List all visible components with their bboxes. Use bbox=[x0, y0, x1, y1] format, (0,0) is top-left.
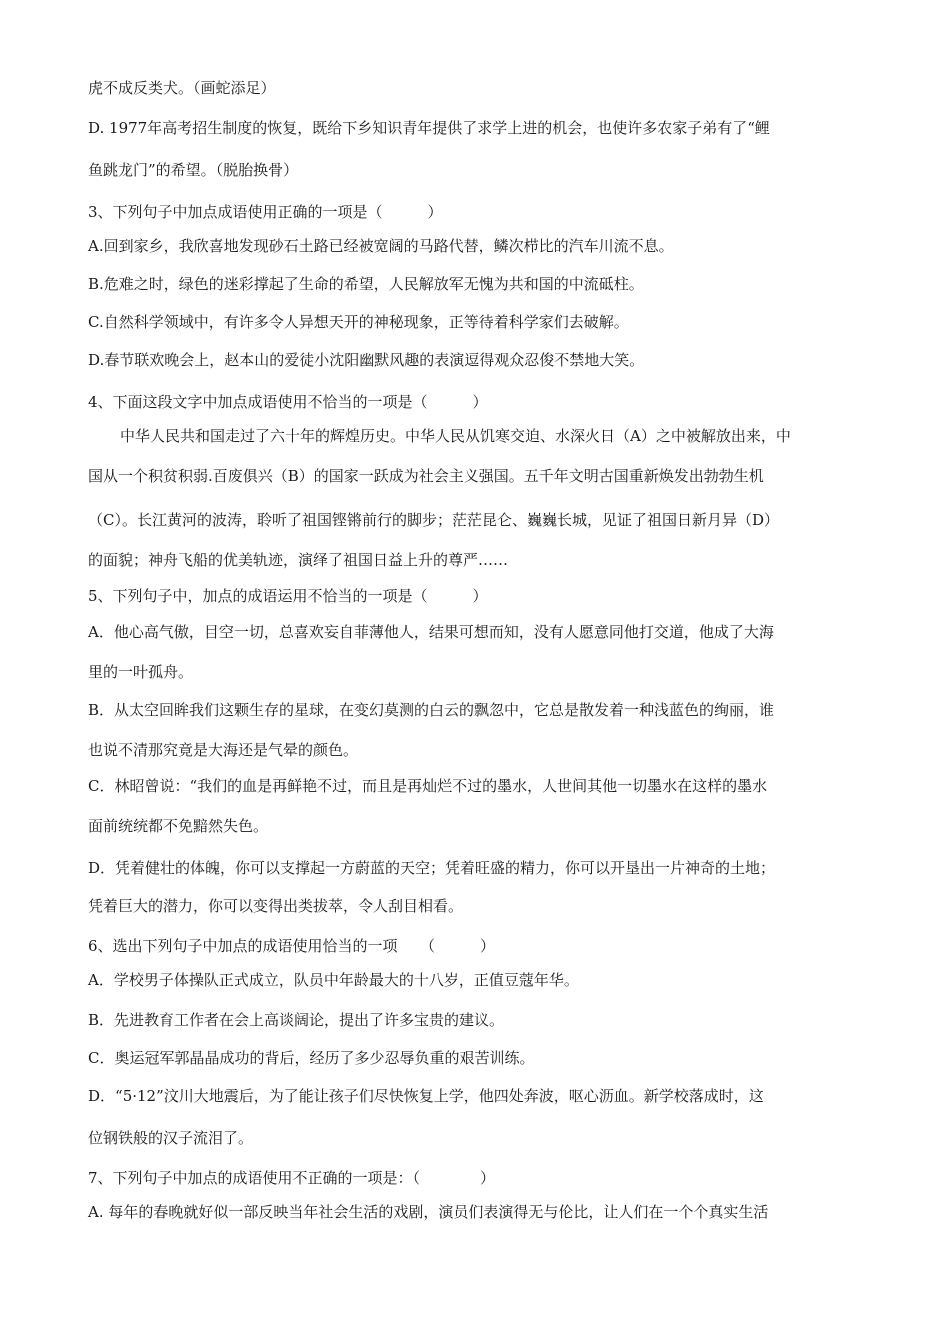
paragraph-line: 的面貌；神舟飞船的优美轨迹，演绎了祖国日益上升的尊严…… bbox=[88, 551, 509, 569]
option-line: A．他心高气傲，目空一切，总喜欢妄自菲薄他人，结果可想而知，没有人愿意同他打交道，他成了大海 bbox=[88, 623, 774, 641]
option-line: C．林昭曾说：“我们的血是再鲜艳不过，而且是再灿烂不过的墨水，人世间其他一切墨水在这样的墨水 bbox=[88, 777, 768, 795]
option-line: 也说不清那究竟是大海还是气晕的颜色。 bbox=[88, 741, 359, 759]
option-line: A. 每年的春晚就好似一部反映当年社会生活的戏剧，演员们表演得无与伦比，让人们在一个个真实生活 bbox=[88, 1203, 769, 1221]
question-7-stem: 7、下列句子中加点的成语使用不正确的一项是：（ ） bbox=[88, 1169, 496, 1187]
option-line: B.危难之时，绿色的迷彩撑起了生命的希望，人民解放军无愧为共和国的中流砥柱。 bbox=[88, 275, 644, 293]
paragraph-line: （C）。长江黄河的波涛，聆听了祖国铿锵前行的脚步；茫茫昆仑、巍巍长城，见证了祖国日新月异（D） bbox=[88, 511, 780, 529]
option-line: 位钢铁般的汉子流泪了。 bbox=[88, 1129, 254, 1147]
option-line: B．从太空回眸我们这颗生存的星球，在变幻莫测的白云的飘忽中，它总是散发着一种浅蓝色的绚丽，谁 bbox=[88, 701, 775, 719]
option-line: C．奥运冠军郭晶晶成功的背后，经历了多少忍辱负重的艰苦训练。 bbox=[88, 1049, 535, 1067]
question-6-stem: 6、选出下列句子中加点的成语使用恰当的一项 （ ） bbox=[88, 937, 496, 955]
option-line: D．凭着健壮的体魄，你可以支撑起一方蔚蓝的天空；凭着旺盛的精力，你可以开垦出一片神奇的土地； bbox=[88, 859, 776, 877]
option-line: 凭着巨大的潜力，你可以变得出类拔萃，令人刮目相看。 bbox=[88, 897, 464, 915]
text-line: 鱼跳龙门”的希望。（脱胎换骨） bbox=[88, 161, 299, 179]
option-line: A．学校男子体操队正式成立，队员中年龄最大的十八岁，正值豆蔻年华。 bbox=[88, 971, 579, 989]
question-3-stem: 3、下列句子中加点成语使用正确的一项是（ ） bbox=[88, 203, 443, 221]
option-line: 面前统统都不免黯然失色。 bbox=[88, 817, 269, 835]
question-5-stem: 5、下列句子中，加点的成语运用不恰当的一项是（ ） bbox=[88, 587, 488, 605]
option-line: D.春节联欢晚会上，赵本山的爱徒小沈阳幽默风趣的表演逗得观众忍俊不禁地大笑。 bbox=[88, 351, 645, 369]
paragraph-line: 国从一个积贫积弱.百废俱兴（B）的国家一跃成为社会主义强国。五千年文明古国重新焕发出勃勃生机 bbox=[88, 467, 764, 485]
option-line: A.回到家乡，我欣喜地发现砂石土路已经被宽阔的马路代替，鳞次栉比的汽车川流不息。 bbox=[88, 237, 674, 255]
option-line: D．“5·12”汶川大地震后，为了能让孩子们尽快恢复上学，他四处奔波，呕心沥血。新学校落成时，这 bbox=[88, 1087, 764, 1105]
option-line: B．先进教育工作者在会上高谈阔论，提出了许多宝贵的建议。 bbox=[88, 1011, 505, 1029]
text-line: D. 1977年高考招生制度的恢复，既给下乡知识青年提供了求学上进的机会，也使许多农家子弟有了“鲤 bbox=[88, 119, 770, 137]
option-line: C.自然科学领域中，有许多令人异想天开的神秘现象，正等待着科学家们去破解。 bbox=[88, 313, 629, 331]
paragraph-line: 中华人民共和国走过了六十年的辉煌历史。中华人民从饥寒交迫、水深火日（A）之中被解放出来，中 bbox=[120, 427, 791, 445]
text-line: 虎不成反类犬。（画蛇添足） bbox=[88, 79, 276, 97]
option-line: 里的一叶孤舟。 bbox=[88, 663, 194, 681]
question-4-stem: 4、下面这段文字中加点成语使用不恰当的一项是（ ） bbox=[88, 393, 488, 411]
